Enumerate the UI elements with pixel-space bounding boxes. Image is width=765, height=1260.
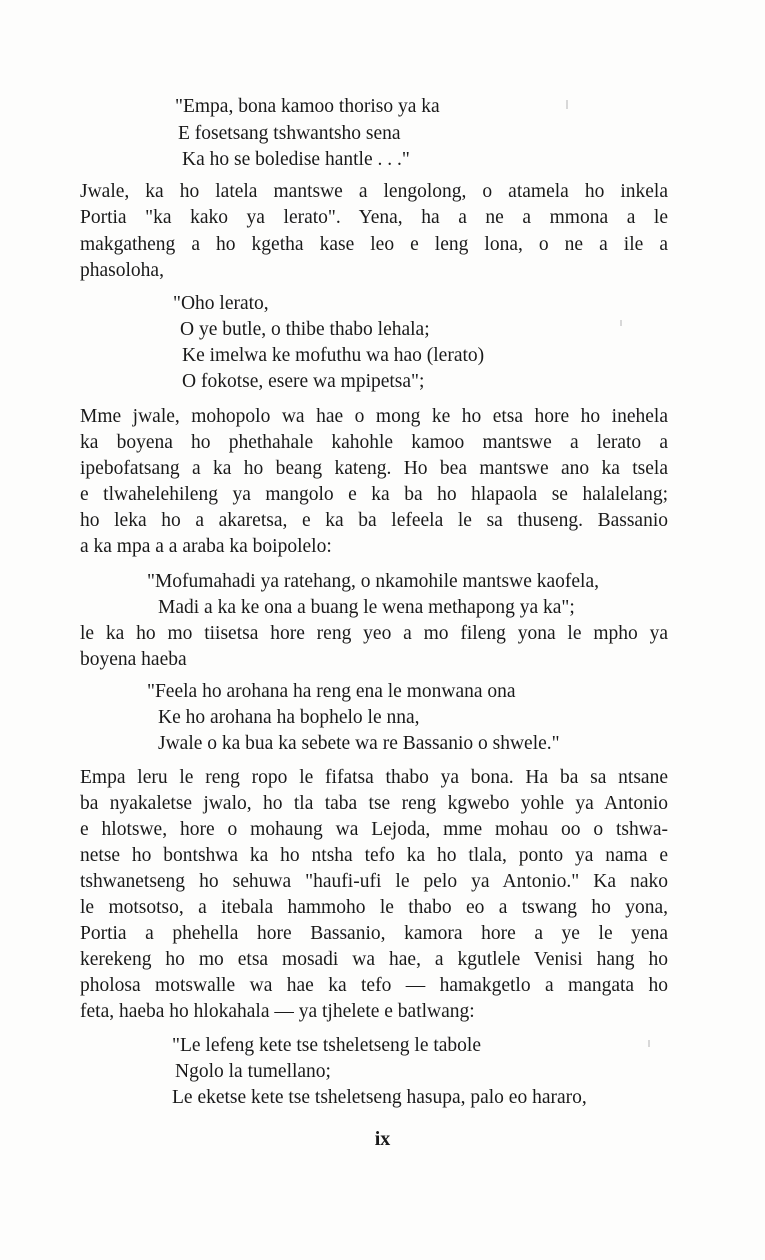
prose-line: Mme jwale, mohopolo wa hae o mong ke ho etsa hore ho inehela — [80, 406, 668, 427]
prose-line: netse ho bontshwa ka ho ntsha tefo ka ho tlala, ponto ya nama e — [80, 845, 668, 866]
prose-line: e tlwahelehileng ya mangolo e ka ba ho hlapaola se halalelang; — [80, 484, 668, 505]
verse-line: Le eketse kete tse tsheletseng hasupa, palo eo hararo, — [172, 1087, 587, 1108]
prose-line: Portia a phehella hore Bassanio, kamora hore a ye le yena — [80, 923, 668, 944]
prose-line: ipebofatsang a ka ho beang kateng. Ho bea mantswe ano ka tsela — [80, 458, 668, 479]
prose-line: kerekeng ho mo etsa mosadi wa hae, a kgutlele Venisi hang ho — [80, 949, 668, 970]
prose-line: phasoloha, — [80, 260, 164, 281]
prose-line: Jwale, ka ho latela mantswe a lengolong, o atamela ho inkela — [80, 181, 668, 202]
verse-line: Ke ho arohana ha bophelo le nna, — [158, 707, 420, 728]
print-through-mark — [620, 320, 622, 326]
prose-line: ka boyena ho phethahale kahohle kamoo mantswe a lerato a — [80, 432, 668, 453]
verse-line: Jwale o ka bua ka sebete wa re Bassanio o shwele." — [158, 733, 560, 754]
prose-line: ho leka ho a akaretsa, e ka ba lefeela le sa thuseng. Bassanio — [80, 510, 668, 531]
verse-line: Ka ho se boledise hantle . . ." — [182, 149, 410, 170]
verse-line: O fokotse, esere wa mpipetsa"; — [182, 371, 425, 392]
verse-line: "Mofumahadi ya ratehang, o nkamohile mantswe kaofela, — [147, 571, 599, 592]
verse-line: Madi a ka ke ona a buang le wena methapong ya ka"; — [158, 597, 575, 618]
prose-line: le ka ho mo tiisetsa hore reng yeo a mo fileng yona le mpho ya — [80, 623, 668, 644]
verse-line: Ngolo la tumellano; — [175, 1061, 331, 1082]
verse-line: "Oho lerato, — [173, 293, 269, 314]
verse-line: E fosetsang tshwantsho sena — [178, 123, 401, 144]
prose-line: tshwanetseng ho sehuwa "haufi-ufi le pelo ya Antonio." Ka nako — [80, 871, 668, 892]
verse-line: O ye butle, o thibe thabo lehala; — [180, 319, 430, 340]
verse-line: "Feela ho arohana ha reng ena le monwana ona — [147, 681, 516, 702]
page-number: ix — [374, 1128, 391, 1150]
prose-line: Empa leru le reng ropo le fifatsa thabo ya bona. Ha ba sa ntsane — [80, 767, 668, 788]
print-through-mark — [566, 100, 568, 109]
verse-line: "Empa, bona kamoo thoriso ya ka — [175, 96, 440, 117]
prose-line: ba nyakaletse jwalo, ho tla taba tse reng kgwebo yohle ya Antonio — [80, 793, 668, 814]
verse-line: "Le lefeng kete tse tsheletseng le tabole — [172, 1035, 482, 1056]
prose-line: makgatheng a ho kgetha kase leo e leng lona, o ne a ile a — [80, 234, 668, 255]
prose-line: le motsotso, a itebala hammoho le thabo eo a tswang ho yona, — [80, 897, 668, 918]
verse-line: Ke imelwa ke mofuthu wa hao (lerato) — [182, 345, 485, 366]
print-through-mark — [648, 1040, 650, 1047]
prose-line: Portia "ka kako ya lerato". Yena, ha a ne a mmona a le — [80, 207, 668, 228]
prose-line: boyena haeba — [80, 649, 187, 670]
prose-line: feta, haeba ho hlokahala — ya tjhelete e batlwang: — [80, 1001, 475, 1022]
prose-line: e hlotswe, hore o mohaung wa Lejoda, mme mohau oo o tshwa- — [80, 819, 668, 840]
prose-line: a ka mpa a a araba ka boipolelo: — [80, 536, 332, 557]
prose-line: pholosa motswalle wa hae ka tefo — hamakgetlo a mangata ho — [80, 975, 668, 996]
